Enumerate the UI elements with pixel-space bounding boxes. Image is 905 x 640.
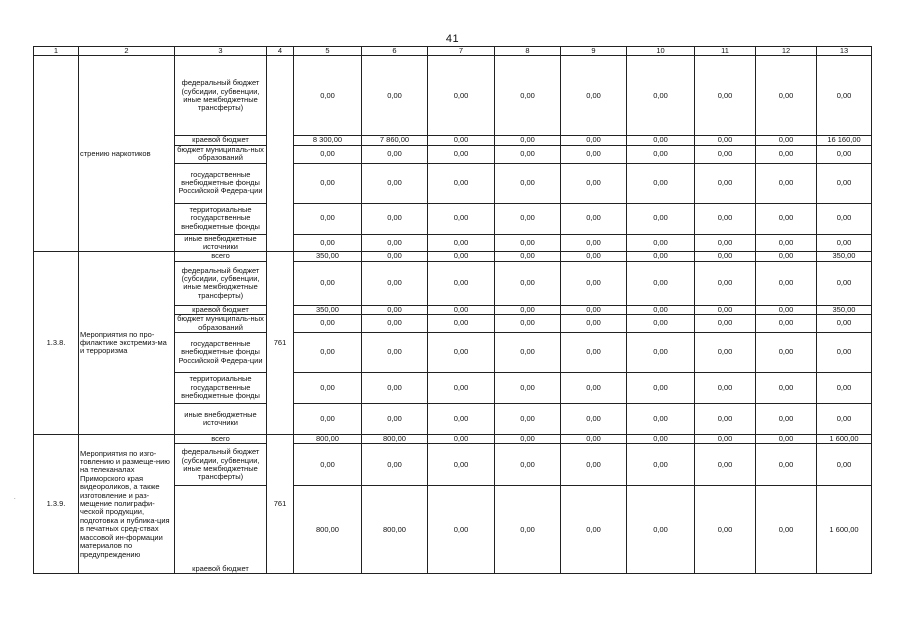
value-cell: 0,00 [695, 444, 756, 486]
value-cell: 0,00 [627, 252, 695, 261]
value-cell: 0,00 [428, 373, 495, 404]
value-cell: 0,00 [756, 56, 817, 136]
funding-source: государственные внебюджетные фонды Российской Федера-ции [175, 163, 267, 203]
value-cell: 0,00 [495, 444, 561, 486]
value-cell: 0,00 [428, 315, 495, 333]
value-cell: 0,00 [627, 136, 695, 145]
value-cell: 0,00 [495, 486, 561, 574]
value-cell: 0,00 [294, 163, 362, 203]
value-cell: 0,00 [817, 234, 872, 252]
header-cell-7: 7 [428, 47, 495, 56]
value-cell: 0,00 [817, 373, 872, 404]
value-cell: 800,00 [294, 486, 362, 574]
value-cell: 0,00 [756, 234, 817, 252]
value-cell: 0,00 [695, 404, 756, 435]
header-cell-11: 11 [695, 47, 756, 56]
value-cell: 0,00 [627, 435, 695, 444]
value-cell: 0,00 [817, 315, 872, 333]
header-cell-2: 2 [79, 47, 175, 56]
executor-code [267, 56, 294, 252]
value-cell: 0,00 [561, 315, 627, 333]
value-cell: 0,00 [695, 486, 756, 574]
value-cell: 0,00 [294, 261, 362, 305]
page-number: 41 [445, 33, 460, 45]
value-cell: 0,00 [695, 261, 756, 305]
value-cell: 0,00 [756, 444, 817, 486]
value-cell: 0,00 [756, 145, 817, 163]
value-cell: 0,00 [817, 333, 872, 373]
value-cell: 0,00 [561, 404, 627, 435]
value-cell: 0,00 [756, 252, 817, 261]
value-cell: 0,00 [294, 333, 362, 373]
value-cell: 0,00 [695, 163, 756, 203]
value-cell: 0,00 [756, 305, 817, 314]
value-cell: 7 860,00 [362, 136, 428, 145]
value-cell: 0,00 [561, 435, 627, 444]
value-cell: 0,00 [695, 315, 756, 333]
value-cell: 0,00 [428, 404, 495, 435]
value-cell: 0,00 [627, 333, 695, 373]
value-cell: 0,00 [561, 373, 627, 404]
value-cell: 0,00 [428, 163, 495, 203]
value-cell: 0,00 [428, 305, 495, 314]
value-cell: 0,00 [294, 56, 362, 136]
value-cell: 0,00 [362, 145, 428, 163]
funding-source: краевой бюджет [175, 486, 267, 574]
funding-source: территориальные государственные внебюджетные фонды [175, 203, 267, 234]
header-cell-9: 9 [561, 47, 627, 56]
value-cell: 0,00 [362, 315, 428, 333]
value-cell: 0,00 [495, 163, 561, 203]
funding-source: федеральный бюджет (субсидии, субвенции, иные межбюджетные трансферты) [175, 261, 267, 305]
value-cell: 0,00 [817, 56, 872, 136]
value-cell: 0,00 [695, 203, 756, 234]
value-cell: 0,00 [561, 486, 627, 574]
value-cell: 0,00 [495, 333, 561, 373]
value-cell: 0,00 [495, 305, 561, 314]
funding-source: федеральный бюджет (субсидии, субвенции, иные межбюджетные трансферты) [175, 56, 267, 136]
funding-source: государственные внебюджетные фонды Российской Федера-ции [175, 333, 267, 373]
value-cell: 0,00 [495, 234, 561, 252]
value-cell: 0,00 [695, 145, 756, 163]
value-cell: 0,00 [495, 145, 561, 163]
value-cell: 0,00 [695, 234, 756, 252]
value-cell: 16 160,00 [817, 136, 872, 145]
value-cell: 350,00 [817, 252, 872, 261]
value-cell: 0,00 [362, 373, 428, 404]
value-cell: 0,00 [756, 373, 817, 404]
value-cell: 0,00 [695, 305, 756, 314]
value-cell: 0,00 [294, 404, 362, 435]
value-cell: 0,00 [817, 404, 872, 435]
header-cell-12: 12 [756, 47, 817, 56]
value-cell: 0,00 [428, 145, 495, 163]
value-cell: 0,00 [362, 333, 428, 373]
value-cell: 0,00 [362, 203, 428, 234]
value-cell: 0,00 [695, 136, 756, 145]
value-cell: 0,00 [428, 486, 495, 574]
value-cell: 0,00 [362, 234, 428, 252]
row-code: 1.3.8. [34, 252, 79, 435]
value-cell: 0,00 [428, 136, 495, 145]
value-cell: 0,00 [294, 234, 362, 252]
value-cell: 0,00 [561, 136, 627, 145]
value-cell: 0,00 [756, 486, 817, 574]
value-cell: 0,00 [294, 315, 362, 333]
value-cell: 0,00 [695, 373, 756, 404]
value-cell: 0,00 [627, 145, 695, 163]
value-cell: 0,00 [561, 261, 627, 305]
value-cell: 0,00 [561, 305, 627, 314]
funding-source: территориальные государственные внебюджетные фонды [175, 373, 267, 404]
value-cell: 0,00 [362, 444, 428, 486]
value-cell: 800,00 [362, 435, 428, 444]
margin-mark: . [14, 495, 16, 501]
value-cell: 0,00 [294, 145, 362, 163]
value-cell: 0,00 [561, 444, 627, 486]
value-cell: 800,00 [362, 486, 428, 574]
value-cell: 0,00 [495, 261, 561, 305]
value-cell: 0,00 [817, 163, 872, 203]
value-cell: 0,00 [627, 56, 695, 136]
value-cell: 0,00 [362, 261, 428, 305]
value-cell: 0,00 [561, 252, 627, 261]
value-cell: 0,00 [756, 435, 817, 444]
funding-source: всего [175, 435, 267, 444]
value-cell: 0,00 [756, 333, 817, 373]
value-cell: 0,00 [561, 56, 627, 136]
header-cell-3: 3 [175, 47, 267, 56]
value-cell: 0,00 [362, 252, 428, 261]
header-cell-5: 5 [294, 47, 362, 56]
executor-code: 761 [267, 252, 294, 435]
value-cell: 0,00 [561, 145, 627, 163]
value-cell: 0,00 [495, 56, 561, 136]
value-cell: 1 600,00 [817, 486, 872, 574]
value-cell: 0,00 [362, 305, 428, 314]
value-cell: 0,00 [495, 404, 561, 435]
value-cell: 0,00 [362, 404, 428, 435]
value-cell: 0,00 [756, 404, 817, 435]
value-cell: 0,00 [428, 261, 495, 305]
value-cell: 0,00 [627, 404, 695, 435]
value-cell: 0,00 [817, 261, 872, 305]
table-row [34, 56, 872, 136]
funding-source: бюджет муниципаль-ных образований [175, 315, 267, 333]
table-row [34, 435, 872, 444]
value-cell: 0,00 [627, 163, 695, 203]
budget-table [33, 46, 872, 574]
executor-code: 761 [267, 435, 294, 574]
table-row [34, 252, 872, 261]
value-cell: 0,00 [627, 373, 695, 404]
value-cell: 0,00 [561, 234, 627, 252]
value-cell: 0,00 [495, 435, 561, 444]
value-cell: 0,00 [627, 444, 695, 486]
value-cell: 0,00 [695, 333, 756, 373]
funding-source: краевой бюджет [175, 305, 267, 314]
value-cell: 350,00 [817, 305, 872, 314]
value-cell: 0,00 [695, 56, 756, 136]
value-cell: 0,00 [428, 435, 495, 444]
value-cell: 0,00 [627, 315, 695, 333]
value-cell: 0,00 [428, 444, 495, 486]
value-cell: 0,00 [695, 435, 756, 444]
value-cell: 0,00 [495, 203, 561, 234]
row-code: 1.3.9. [34, 435, 79, 574]
value-cell: 0,00 [495, 315, 561, 333]
value-cell: 0,00 [561, 333, 627, 373]
row-code [34, 56, 79, 252]
value-cell: 8 300,00 [294, 136, 362, 145]
header-cell-1: 1 [34, 47, 79, 56]
header-cell-13: 13 [817, 47, 872, 56]
value-cell: 0,00 [817, 203, 872, 234]
value-cell: 0,00 [362, 56, 428, 136]
value-cell: 0,00 [428, 56, 495, 136]
value-cell: 0,00 [362, 163, 428, 203]
value-cell: 0,00 [428, 203, 495, 234]
value-cell: 0,00 [756, 261, 817, 305]
value-cell: 0,00 [495, 136, 561, 145]
funding-source: иные внебюджетные источники [175, 404, 267, 435]
value-cell: 0,00 [428, 333, 495, 373]
measure-name: Мероприятия по изго-товлению и размеще-нию на телеканалах Приморского края видеороликов, а также изготовление и раз-мещение полиграфи-ческой продукции, подготовка и публика-ция в печатных сред-ствах массовой ин-формации материалов по предупреждению [79, 435, 175, 574]
value-cell: 0,00 [817, 444, 872, 486]
funding-source: иные внебюджетные источники [175, 234, 267, 252]
value-cell: 0,00 [294, 444, 362, 486]
value-cell: 0,00 [817, 145, 872, 163]
value-cell: 0,00 [561, 203, 627, 234]
header-cell-10: 10 [627, 47, 695, 56]
value-cell: 0,00 [294, 373, 362, 404]
header-cell-4: 4 [267, 47, 294, 56]
value-cell: 0,00 [495, 252, 561, 261]
value-cell: 0,00 [627, 305, 695, 314]
value-cell: 800,00 [294, 435, 362, 444]
funding-source: бюджет муниципаль-ных образований [175, 145, 267, 163]
funding-source: всего [175, 252, 267, 261]
value-cell: 0,00 [428, 252, 495, 261]
value-cell: 0,00 [294, 203, 362, 234]
value-cell: 0,00 [756, 136, 817, 145]
value-cell: 350,00 [294, 305, 362, 314]
value-cell: 0,00 [495, 373, 561, 404]
value-cell: 0,00 [627, 261, 695, 305]
value-cell: 0,00 [561, 163, 627, 203]
measure-name: Мероприятия по про-филактике экстремиз-ма и терроризма [79, 252, 175, 435]
measure-name: стрению наркотиков [79, 56, 175, 252]
value-cell: 1 600,00 [817, 435, 872, 444]
value-cell: 0,00 [756, 163, 817, 203]
value-cell: 0,00 [428, 234, 495, 252]
value-cell: 0,00 [627, 234, 695, 252]
header-row [34, 47, 872, 56]
value-cell: 350,00 [294, 252, 362, 261]
funding-source: федеральный бюджет (субсидии, субвенции, иные межбюджетные трансферты) [175, 444, 267, 486]
header-cell-8: 8 [495, 47, 561, 56]
funding-source: краевой бюджет [175, 136, 267, 145]
header-cell-6: 6 [362, 47, 428, 56]
value-cell: 0,00 [756, 315, 817, 333]
value-cell: 0,00 [756, 203, 817, 234]
value-cell: 0,00 [627, 203, 695, 234]
value-cell: 0,00 [695, 252, 756, 261]
value-cell: 0,00 [627, 486, 695, 574]
